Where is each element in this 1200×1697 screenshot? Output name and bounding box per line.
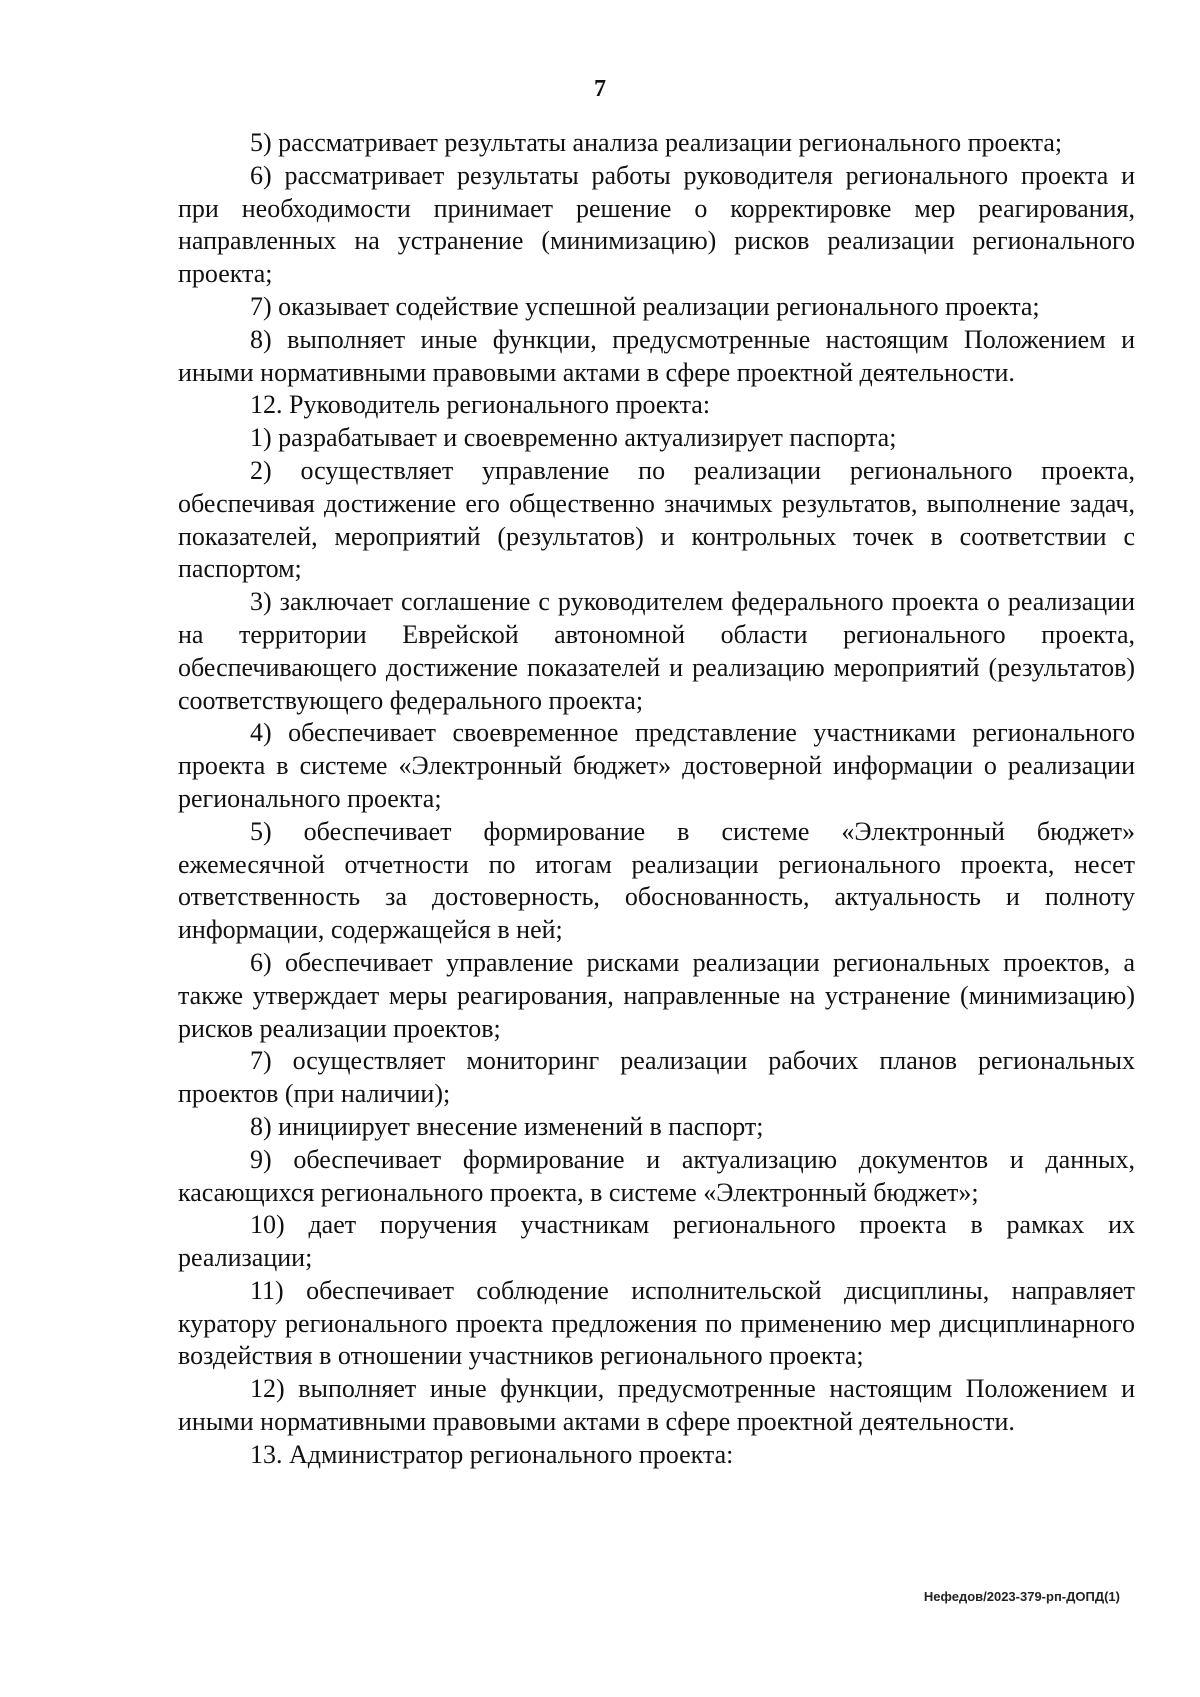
paragraph: 5) рассматривает результаты анализа реализации регионального проекта;: [250, 128, 1063, 157]
paragraph: 2) осуществляет управление по реализации регионального проекта, обеспечивая достижение его общественно значимых результатов, выполнение задач, показателей, мероприятий (результатов) и контрольных точек в соответствии с паспортом;: [178, 455, 1135, 584]
paragraph: 3) заключает соглашение с руководителем федерального проекта о реализации на территории Еврейской автономной области регионального проекта, обеспечивающего достижение показателей и реализацию мероприятий (результатов) соответствующего федерального проекта;: [178, 587, 1135, 715]
paragraph: 11) обеспечивает соблюдение исполнительской дисциплины, направляет куратору регионального проекта предложения по применению мер дисциплинарного воздействия в отношении участников регионального проекта;: [178, 1275, 1135, 1371]
paragraph: 8) выполняет иные функции, предусмотренные настоящим Положением и иными нормативными правовыми актами в сфере проектной деятельности.: [178, 324, 1135, 387]
paragraph: 9) обеспечивает формирование и актуализацию документов и данных, касающихся регионального проекта, в системе «Электронный бюджет»;: [178, 1144, 1135, 1207]
document-footer-code: Нефедов/2023-379-рп-ДОПД(1): [923, 1589, 1120, 1604]
paragraph: 10) дает поручения участникам регионального проекта в рамках их реализации;: [178, 1210, 1135, 1273]
section-heading: 13. Администратор регионального проекта:: [250, 1439, 734, 1469]
page-number: 7: [594, 76, 606, 102]
paragraph: 7) осуществляет мониторинг реализации рабочих планов региональных проектов (при наличии);: [178, 1046, 1135, 1109]
paragraph: 4) обеспечивает своевременное представление участниками регионального проекта в системе «Электронный бюджет» достоверной информации о реализации регионального проекта;: [178, 718, 1135, 813]
paragraph: 5) обеспечивает формирование в системе «Электронный бюджет» ежемесячной отчетности по итогам реализации регионального проекта, несет ответственность за достоверность, обоснованность, актуальность и полноту информации, содержащейся в ней;: [178, 816, 1135, 945]
paragraph: 12) выполняет иные функции, предусмотренные настоящим Положением и иными нормативными правовыми актами в сфере проектной деятельности.: [178, 1374, 1135, 1437]
document-body: [178, 127, 1135, 1472]
paragraph: 1) разрабатывает и своевременно актуализирует паспорта;: [250, 423, 897, 453]
paragraph: 6) обеспечивает управление рисками реализации региональных проектов, а также утверждает меры реагирования, направленные на устранение (минимизацию) рисков реализации проектов;: [178, 947, 1135, 1043]
section-heading: 12. Руководитель регионального проекта:: [250, 390, 711, 420]
paragraph: 6) рассматривает результаты работы руководителя регионального проекта и при необходимости принимает решение о корректировке мер реагирования, направленных на устранение (минимизацию) рисков реализации регионального проекта;: [178, 160, 1135, 289]
paragraph: 8) инициирует внесение изменений в паспорт;: [250, 1111, 764, 1141]
paragraph: 7) оказывает содействие успешной реализации регионального проекта;: [250, 291, 1040, 321]
